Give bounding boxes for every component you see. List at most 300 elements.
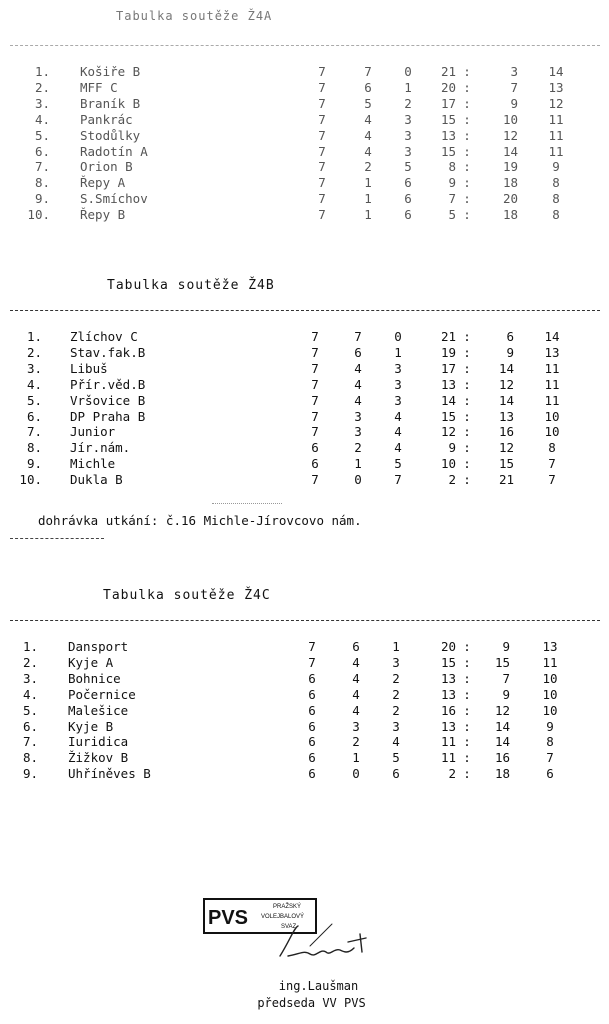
sets-against-cell: 3 [510,64,518,79]
team-name-cell: Jír.nám. [70,440,131,456]
rank-cell: 9. [22,766,38,782]
played-cell: 7 [311,424,319,440]
lost-cell: 6 [392,766,400,782]
played-cell: 7 [311,329,319,344]
points-cell: 14 [544,329,560,344]
score-separator: : [463,127,471,143]
score-separator: : [463,718,471,734]
score-separator: : [463,376,471,392]
table-row [0,719,609,735]
sets-against-cell: 14 [494,734,510,750]
team-name-cell: Košiře B [80,64,141,79]
lost-cell: 7 [394,472,402,488]
team-name-cell: Řepy B [80,207,126,223]
rank-cell: 1. [34,64,50,79]
lost-cell: 6 [404,207,412,223]
table-row [0,734,609,750]
sets-for-cell: 10 [440,456,456,472]
sets-against-cell: 14 [502,143,518,159]
played-cell: 7 [311,408,319,424]
lost-cell: 6 [404,191,412,207]
played-cell: 7 [318,64,326,79]
table-row [0,361,609,377]
rank-cell: 3. [34,95,50,111]
sets-for-cell: 11 [440,750,456,766]
lost-cell: 4 [394,408,402,424]
sets-for-cell: 11 [440,734,456,750]
sets-for-cell: 9 [448,440,456,456]
table-divider [10,45,600,46]
score-separator: : [463,143,471,159]
rank-cell: 6. [22,718,38,734]
sets-for-cell: 7 [448,191,456,207]
played-cell: 7 [308,639,316,654]
lost-cell: 3 [394,360,402,376]
team-name-cell: Libuš [70,360,108,376]
rank-cell: 3. [26,360,42,376]
team-name-cell: DP Praha B [70,408,146,424]
table-row [0,639,609,655]
rank-cell: 7. [34,159,50,175]
won-cell: 7 [354,329,362,344]
sets-for-cell: 2 [448,472,456,488]
won-cell: 3 [354,408,362,424]
sets-for-cell: 17 [440,95,456,111]
points-cell: 9 [552,159,560,175]
table-row [0,766,609,782]
points-cell: 9 [546,718,554,734]
team-name-cell: Zlíchov C [70,329,138,344]
played-cell: 7 [311,472,319,488]
sets-against-cell: 21 [498,472,514,488]
rank-cell: 2. [22,654,38,670]
rank-cell: 8. [22,750,38,766]
team-name-cell: Dukla B [70,472,123,488]
stamp-logo: PVS [208,907,249,929]
table-row [0,409,609,425]
won-cell: 4 [352,702,360,718]
sets-against-cell: 16 [498,424,514,440]
table-row [0,64,609,80]
rank-cell: 4. [22,686,38,702]
sets-for-cell: 13 [440,686,456,702]
score-separator: : [463,639,471,654]
played-cell: 7 [318,127,326,143]
lost-cell: 3 [404,127,412,143]
points-cell: 10 [542,670,558,686]
team-name-cell: Stav.fak.B [70,344,146,360]
sets-for-cell: 15 [440,143,456,159]
rank-cell: 4. [34,111,50,127]
won-cell: 4 [352,686,360,702]
played-cell: 7 [318,191,326,207]
team-name-cell: Dansport [68,639,129,654]
lost-cell: 2 [392,686,400,702]
lost-cell: 4 [392,734,400,750]
won-cell: 4 [354,376,362,392]
sets-against-cell: 7 [510,79,518,95]
won-cell: 6 [364,79,372,95]
table-row [0,175,609,191]
won-cell: 4 [352,670,360,686]
lost-cell: 3 [404,111,412,127]
rank-cell: 9. [34,191,50,207]
score-separator: : [463,750,471,766]
won-cell: 2 [364,159,372,175]
team-name-cell: Kyje B [68,718,114,734]
team-name-cell: Orion B [80,159,133,175]
sets-against-cell: 10 [502,111,518,127]
rank-cell: 5. [22,702,38,718]
table-row [0,112,609,128]
lost-cell: 5 [404,159,412,175]
team-name-cell: Počernice [68,686,136,702]
stamp-line-3: SVAZ [281,924,297,930]
lost-cell: 5 [392,750,400,766]
note-underline [10,538,104,539]
table-row [0,377,609,393]
table-row [0,472,609,488]
played-cell: 7 [308,654,316,670]
score-separator: : [463,472,471,488]
played-cell: 7 [311,360,319,376]
team-name-cell: Radotín A [80,143,148,159]
sets-against-cell: 12 [498,440,514,456]
table-row [0,345,609,361]
points-cell: 8 [546,734,554,750]
played-cell: 6 [308,718,316,734]
team-name-cell: Bohnice [68,670,121,686]
sets-against-cell: 9 [502,639,510,654]
team-name-cell: Žižkov B [68,750,129,766]
score-separator: : [463,766,471,782]
team-name-cell: MFF C [80,79,118,95]
score-separator: : [463,456,471,472]
played-cell: 6 [308,670,316,686]
lost-cell: 5 [394,456,402,472]
won-cell: 0 [352,766,360,782]
won-cell: 4 [364,111,372,127]
sets-against-cell: 12 [502,127,518,143]
sets-against-cell: 15 [494,654,510,670]
rank-cell: 3. [22,670,38,686]
points-cell: 8 [552,207,560,223]
score-separator: : [463,424,471,440]
score-separator: : [463,392,471,408]
sets-against-cell: 12 [498,376,514,392]
lost-cell: 2 [404,95,412,111]
won-cell: 1 [364,191,372,207]
sets-for-cell: 12 [440,424,456,440]
played-cell: 6 [311,456,319,472]
table-row [0,329,609,345]
table-row [0,159,609,175]
rank-cell: 10. [19,472,42,488]
sets-against-cell: 6 [506,329,514,344]
sets-against-cell: 19 [502,159,518,175]
team-name-cell: Vršovice B [70,392,146,408]
played-cell: 7 [318,159,326,175]
team-name-cell: Řepy A [80,175,126,191]
score-separator: : [463,111,471,127]
sets-for-cell: 20 [440,79,456,95]
sets-against-cell: 12 [494,702,510,718]
points-cell: 10 [544,424,560,440]
points-cell: 8 [552,175,560,191]
team-name-cell: Junior [70,424,116,440]
table-row [0,671,609,687]
played-cell: 7 [318,79,326,95]
lost-cell: 1 [394,344,402,360]
table-row [0,687,609,703]
team-name-cell: Kyje A [68,654,114,670]
sets-for-cell: 15 [440,111,456,127]
won-cell: 1 [352,750,360,766]
played-cell: 6 [308,734,316,750]
sets-for-cell: 15 [440,408,456,424]
team-name-cell: Braník B [80,95,141,111]
sets-against-cell: 20 [502,191,518,207]
points-cell: 11 [544,360,560,376]
sets-for-cell: 13 [440,718,456,734]
won-cell: 3 [352,718,360,734]
sets-for-cell: 16 [440,702,456,718]
played-cell: 7 [318,207,326,223]
sets-for-cell: 5 [448,207,456,223]
score-separator: : [463,408,471,424]
played-cell: 7 [311,344,319,360]
rank-cell: 4. [26,376,42,392]
sets-for-cell: 17 [440,360,456,376]
score-separator: : [463,440,471,456]
team-name-cell: Stodůlky [80,127,141,143]
score-separator: : [463,175,471,191]
lost-cell: 0 [404,64,412,79]
lost-cell: 3 [392,718,400,734]
table-row [0,207,609,223]
score-separator: : [463,702,471,718]
score-separator: : [463,686,471,702]
lost-cell: 2 [392,670,400,686]
sets-for-cell: 21 [440,329,456,344]
rank-cell: 8. [34,175,50,191]
lost-cell: 1 [404,79,412,95]
sets-against-cell: 9 [502,686,510,702]
dotted-separator [212,503,282,504]
sets-for-cell: 21 [440,64,456,79]
table-row [0,191,609,207]
sets-against-cell: 14 [498,392,514,408]
sets-for-cell: 20 [440,639,456,654]
points-cell: 8 [552,191,560,207]
points-cell: 11 [548,127,564,143]
played-cell: 6 [308,750,316,766]
won-cell: 1 [364,207,372,223]
table-row [0,750,609,766]
won-cell: 7 [364,64,372,79]
points-cell: 8 [548,440,556,456]
points-cell: 13 [542,639,558,654]
score-separator: : [463,670,471,686]
sets-against-cell: 18 [502,207,518,223]
sets-for-cell: 13 [440,376,456,392]
table-row [0,655,609,671]
note-text: dohrávka utkání: č.16 Michle-Jírovcovo nám. [38,513,362,528]
sets-against-cell: 14 [494,718,510,734]
rank-cell: 2. [34,79,50,95]
sets-for-cell: 15 [440,654,456,670]
points-cell: 7 [548,472,556,488]
sets-for-cell: 13 [440,670,456,686]
table-row [0,80,609,96]
points-cell: 11 [542,654,558,670]
points-cell: 14 [548,64,564,79]
lost-cell: 3 [404,143,412,159]
table-row [0,424,609,440]
sets-against-cell: 13 [498,408,514,424]
points-cell: 10 [544,408,560,424]
rank-cell: 1. [26,329,42,344]
score-separator: : [463,654,471,670]
rank-cell: 10. [27,207,50,223]
team-name-cell: Malešice [68,702,129,718]
rank-cell: 1. [22,639,38,654]
points-cell: 10 [542,702,558,718]
won-cell: 3 [354,424,362,440]
team-name-cell: Uhříněves B [68,766,151,782]
table-divider [10,620,600,621]
won-cell: 1 [354,456,362,472]
table-title-z4b: Tabulka soutěže Ž4B [107,278,275,293]
rank-cell: 7. [22,734,38,750]
signatory-name: ing.Laušman [278,979,359,993]
points-cell: 11 [544,376,560,392]
sets-for-cell: 9 [448,175,456,191]
sets-against-cell: 18 [502,175,518,191]
table-row [0,703,609,719]
won-cell: 4 [354,392,362,408]
lost-cell: 2 [392,702,400,718]
won-cell: 1 [364,175,372,191]
sets-against-cell: 18 [494,766,510,782]
played-cell: 6 [308,702,316,718]
table-row [0,393,609,409]
score-separator: : [463,159,471,175]
played-cell: 7 [311,392,319,408]
sets-for-cell: 19 [440,344,456,360]
table-row [0,144,609,160]
score-separator: : [463,360,471,376]
played-cell: 7 [318,175,326,191]
lost-cell: 6 [404,175,412,191]
lost-cell: 3 [394,392,402,408]
played-cell: 7 [318,95,326,111]
rank-cell: 7. [26,424,42,440]
score-separator: : [463,344,471,360]
won-cell: 0 [354,472,362,488]
team-name-cell: Iuridica [68,734,129,750]
sets-for-cell: 14 [440,392,456,408]
played-cell: 7 [311,376,319,392]
rank-cell: 8. [26,440,42,456]
team-name-cell: Pankrác [80,111,133,127]
sets-for-cell: 8 [448,159,456,175]
sets-for-cell: 13 [440,127,456,143]
won-cell: 5 [364,95,372,111]
table-row [0,440,609,456]
points-cell: 7 [548,456,556,472]
stamp-line-2: VOLEJBALOVÝ [261,914,305,920]
rank-cell: 6. [26,408,42,424]
rank-cell: 6. [34,143,50,159]
table-title-z4c: Tabulka soutěže Ž4C [103,588,271,603]
table-title-z4a: Tabulka soutěže Ž4A [116,9,273,23]
points-cell: 11 [548,143,564,159]
lost-cell: 3 [394,376,402,392]
sets-against-cell: 7 [502,670,510,686]
points-cell: 6 [546,766,554,782]
table-row [0,96,609,112]
team-name-cell: Michle [70,456,116,472]
score-separator: : [463,207,471,223]
score-separator: : [463,64,471,79]
sets-against-cell: 14 [498,360,514,376]
lost-cell: 1 [392,639,400,654]
handwritten-signature [270,920,400,968]
played-cell: 7 [318,111,326,127]
sets-against-cell: 9 [506,344,514,360]
points-cell: 11 [544,392,560,408]
rank-cell: 5. [34,127,50,143]
rank-cell: 9. [26,456,42,472]
table-divider [10,310,600,311]
team-name-cell: Přír.věd.B [70,376,146,392]
points-cell: 13 [548,79,564,95]
lost-cell: 4 [394,424,402,440]
points-cell: 11 [548,111,564,127]
won-cell: 4 [352,654,360,670]
sets-for-cell: 2 [448,766,456,782]
team-name-cell: S.Smíchov [80,191,148,207]
sets-against-cell: 9 [510,95,518,111]
played-cell: 6 [308,686,316,702]
sets-against-cell: 15 [498,456,514,472]
points-cell: 12 [548,95,564,111]
lost-cell: 3 [392,654,400,670]
signatory-role: předseda VV PVS [257,996,366,1010]
won-cell: 6 [354,344,362,360]
score-separator: : [463,734,471,750]
won-cell: 4 [364,143,372,159]
score-separator: : [463,329,471,344]
points-cell: 10 [542,686,558,702]
table-row [0,128,609,144]
won-cell: 4 [354,360,362,376]
rank-cell: 5. [26,392,42,408]
lost-cell: 0 [394,329,402,344]
score-separator: : [463,79,471,95]
played-cell: 6 [311,440,319,456]
stamp-line-1: PRAŽSKÝ [273,904,302,910]
points-cell: 13 [544,344,560,360]
rank-cell: 2. [26,344,42,360]
played-cell: 7 [318,143,326,159]
sets-against-cell: 16 [494,750,510,766]
table-row [0,456,609,472]
score-separator: : [463,95,471,111]
points-cell: 7 [546,750,554,766]
won-cell: 4 [364,127,372,143]
